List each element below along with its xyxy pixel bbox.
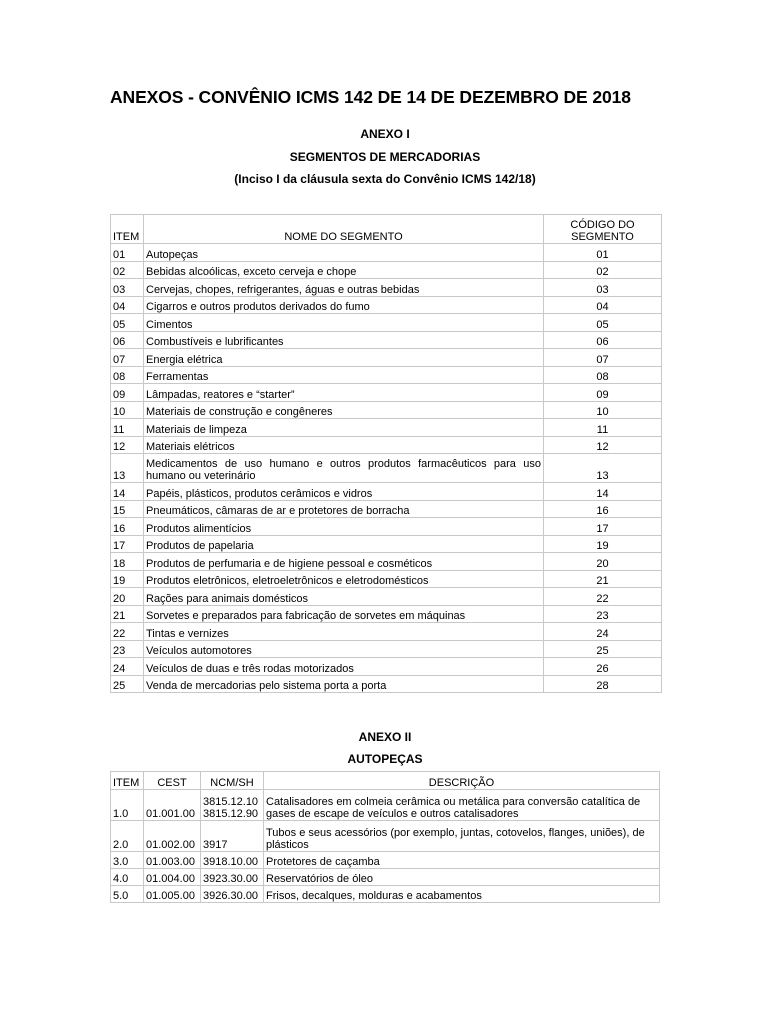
row-code: 28 xyxy=(544,675,662,693)
row-name: Cigarros e outros produtos derivados do fumo xyxy=(144,296,544,314)
row-code: 17 xyxy=(544,518,662,536)
row-code: 07 xyxy=(544,349,662,367)
row-item: 14 xyxy=(111,483,144,501)
row-name: Produtos eletrônicos, eletroeletrônicos e eletrodomésticos xyxy=(144,570,544,588)
row-code: 06 xyxy=(544,331,662,349)
row-desc: Tubos e seus acessórios (por exemplo, juntas, cotovelos, flanges, uniões), de plásticos xyxy=(264,821,660,852)
row-desc: Frisos, decalques, molduras e acabamentos xyxy=(264,886,660,903)
row-name: Produtos de papelaria xyxy=(144,535,544,553)
row-name: Produtos de perfumaria e de higiene pessoal e cosméticos xyxy=(144,553,544,571)
table-row xyxy=(111,314,662,332)
table-row xyxy=(111,588,662,606)
row-ncm-line2: 3917 xyxy=(203,839,228,851)
row-cest: 01.002.00 xyxy=(144,821,201,852)
table-row xyxy=(111,821,660,852)
row-item: 03 xyxy=(111,279,144,297)
row-item: 01 xyxy=(111,244,144,262)
row-item: 3.0 xyxy=(111,852,144,869)
table-row xyxy=(111,500,662,518)
table-row xyxy=(111,658,662,676)
annex1-subheading: SEGMENTOS DE MERCADORIAS xyxy=(289,150,481,164)
row-name: Lâmpadas, reatores e “starter” xyxy=(144,384,544,402)
row-name: Materiais de limpeza xyxy=(144,419,544,437)
row-code: 12 xyxy=(544,436,662,454)
row-code: 08 xyxy=(544,366,662,384)
row-ncm xyxy=(201,852,264,869)
row-item: 13 xyxy=(111,454,144,483)
table-row xyxy=(111,570,662,588)
table-row xyxy=(111,279,662,297)
col-header-code-line1: CÓDIGO DO xyxy=(570,219,635,231)
row-cest: 01.001.00 xyxy=(144,790,201,821)
row-code: 05 xyxy=(544,314,662,332)
table-row xyxy=(111,535,662,553)
row-desc: Catalisadores em colmeia cerâmica ou metálica para conversão catalítica de gases de escape de veículos e outros catalisadores xyxy=(264,790,660,821)
row-code: 01 xyxy=(544,244,662,262)
row-name: Autopeças xyxy=(144,244,544,262)
row-code: 19 xyxy=(544,535,662,553)
table-row xyxy=(111,553,662,571)
table-row xyxy=(111,244,662,262)
col-header-code-line2: SEGMENTO xyxy=(571,231,634,243)
row-name: Cervejas, chopes, refrigerantes, águas e outras bebidas xyxy=(144,279,544,297)
row-item: 20 xyxy=(111,588,144,606)
row-ncm-line2: 3926.30.00 xyxy=(203,890,259,902)
row-item: 08 xyxy=(111,366,144,384)
table-row xyxy=(111,436,662,454)
annex2-subheading: AUTOPEÇAS xyxy=(347,752,423,766)
annex1-note: (Inciso I da cláusula sexta do Convênio ICMS 142/18) xyxy=(234,172,536,186)
row-item: 16 xyxy=(111,518,144,536)
col-header-ncm: NCM/SH xyxy=(201,772,264,790)
table-row xyxy=(111,869,660,886)
table-row xyxy=(111,261,662,279)
row-ncm xyxy=(201,886,264,903)
segments-table-body xyxy=(111,244,662,693)
row-name: Cimentos xyxy=(144,314,544,332)
table-row xyxy=(111,886,660,903)
row-item: 06 xyxy=(111,331,144,349)
row-code: 13 xyxy=(544,454,662,483)
row-item: 07 xyxy=(111,349,144,367)
table-row xyxy=(111,349,662,367)
row-code: 16 xyxy=(544,500,662,518)
table-row xyxy=(111,296,662,314)
col-header-item: ITEM xyxy=(111,772,144,790)
annex2-heading: ANEXO II xyxy=(358,730,412,744)
col-header-item: ITEM xyxy=(111,215,144,244)
table-row xyxy=(111,331,662,349)
autopecas-table-body xyxy=(111,790,660,903)
row-name: Pneumáticos, câmaras de ar e protetores de borracha xyxy=(144,500,544,518)
row-item: 25 xyxy=(111,675,144,693)
row-code: 24 xyxy=(544,623,662,641)
row-cest: 01.003.00 xyxy=(144,852,201,869)
row-item: 02 xyxy=(111,261,144,279)
row-item: 24 xyxy=(111,658,144,676)
row-item: 17 xyxy=(111,535,144,553)
row-ncm-line2: 3918.10.00 xyxy=(203,856,259,868)
table-row xyxy=(111,790,660,821)
row-name: Papéis, plásticos, produtos cerâmicos e vidros xyxy=(144,483,544,501)
row-item: 11 xyxy=(111,419,144,437)
row-name: Ferramentas xyxy=(144,366,544,384)
row-desc: Protetores de caçamba xyxy=(264,852,660,869)
table-header-row xyxy=(111,215,662,244)
row-item: 04 xyxy=(111,296,144,314)
row-code: 11 xyxy=(544,419,662,437)
row-name: Venda de mercadorias pelo sistema porta a porta xyxy=(144,675,544,693)
col-header-desc: DESCRIÇÃO xyxy=(264,772,660,790)
row-item: 22 xyxy=(111,623,144,641)
row-ncm-line1: 3815.12.10 xyxy=(203,796,259,808)
row-code: 25 xyxy=(544,640,662,658)
page-title: ANEXOS - CONVÊNIO ICMS 142 DE 14 DE DEZEMBRO DE 2018 xyxy=(110,87,631,107)
row-code: 23 xyxy=(544,605,662,623)
table-row xyxy=(111,675,662,693)
row-name: Combustíveis e lubrificantes xyxy=(144,331,544,349)
row-ncm xyxy=(201,821,264,852)
row-code: 10 xyxy=(544,401,662,419)
row-cest: 01.004.00 xyxy=(144,869,201,886)
row-cest: 01.005.00 xyxy=(144,886,201,903)
row-name: Rações para animais domésticos xyxy=(144,588,544,606)
row-code: 02 xyxy=(544,261,662,279)
row-item: 15 xyxy=(111,500,144,518)
table-row xyxy=(111,384,662,402)
col-header-name: NOME DO SEGMENTO xyxy=(144,215,544,244)
row-name: Veículos automotores xyxy=(144,640,544,658)
row-name: Tintas e vernizes xyxy=(144,623,544,641)
row-ncm xyxy=(201,869,264,886)
row-name: Produtos alimentícios xyxy=(144,518,544,536)
table-row xyxy=(111,518,662,536)
row-code: 14 xyxy=(544,483,662,501)
table-header-row xyxy=(111,772,660,790)
row-ncm xyxy=(201,790,264,821)
row-item: 2.0 xyxy=(111,821,144,852)
row-code: 22 xyxy=(544,588,662,606)
table-row xyxy=(111,366,662,384)
row-name: Veículos de duas e três rodas motorizados xyxy=(144,658,544,676)
row-code: 26 xyxy=(544,658,662,676)
table-row xyxy=(111,419,662,437)
table-row xyxy=(111,852,660,869)
table-row xyxy=(111,605,662,623)
row-item: 5.0 xyxy=(111,886,144,903)
row-code: 04 xyxy=(544,296,662,314)
row-name: Energia elétrica xyxy=(144,349,544,367)
row-item: 4.0 xyxy=(111,869,144,886)
annex1-heading: ANEXO I xyxy=(360,127,410,141)
row-name: Medicamentos de uso humano e outros produtos farmacêuticos para uso humano ou veterinário xyxy=(144,454,544,483)
row-code: 20 xyxy=(544,553,662,571)
table-row xyxy=(111,623,662,641)
table-row xyxy=(111,401,662,419)
table-row xyxy=(111,483,662,501)
row-name: Materiais elétricos xyxy=(144,436,544,454)
row-item: 18 xyxy=(111,553,144,571)
col-header-code xyxy=(544,215,662,244)
row-item: 23 xyxy=(111,640,144,658)
row-code: 09 xyxy=(544,384,662,402)
row-desc: Reservatórios de óleo xyxy=(264,869,660,886)
row-item: 1.0 xyxy=(111,790,144,821)
row-item: 05 xyxy=(111,314,144,332)
row-name: Materiais de construção e congêneres xyxy=(144,401,544,419)
row-code: 03 xyxy=(544,279,662,297)
row-item: 19 xyxy=(111,570,144,588)
row-ncm-line2: 3815.12.90 xyxy=(203,808,259,820)
col-header-cest: CEST xyxy=(144,772,201,790)
row-item: 12 xyxy=(111,436,144,454)
row-ncm-line2: 3923.30.00 xyxy=(203,873,259,885)
row-item: 10 xyxy=(111,401,144,419)
segments-table xyxy=(110,214,662,693)
table-row xyxy=(111,640,662,658)
row-name: Bebidas alcoólicas, exceto cerveja e chope xyxy=(144,261,544,279)
row-item: 09 xyxy=(111,384,144,402)
autopecas-table xyxy=(110,771,660,903)
row-item: 21 xyxy=(111,605,144,623)
row-code: 21 xyxy=(544,570,662,588)
table-row xyxy=(111,454,662,483)
row-name: Sorvetes e preparados para fabricação de sorvetes em máquinas xyxy=(144,605,544,623)
